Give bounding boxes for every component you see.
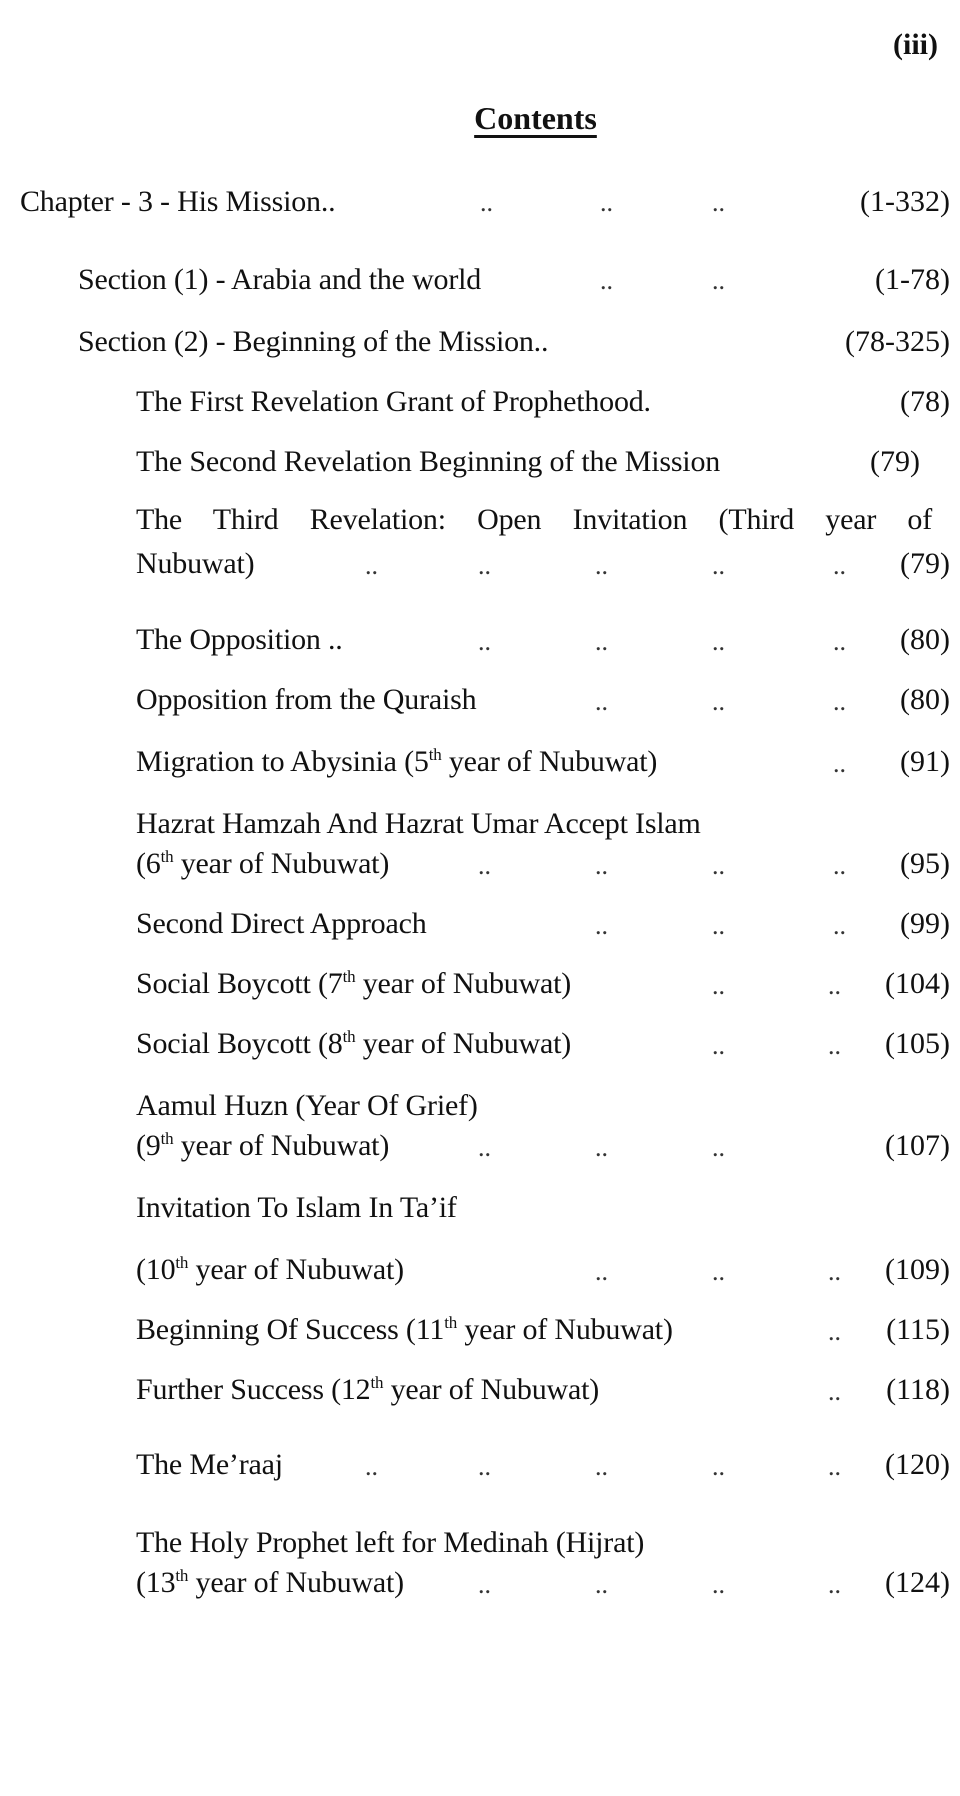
leader-dots: .. [595, 911, 608, 940]
leader-dots: .. [478, 551, 491, 580]
toc-entry-page: (109) [885, 1253, 950, 1286]
leader-dots: .. [478, 627, 491, 656]
leader-dots: .. [712, 1133, 725, 1162]
leader-dots: .. [478, 1133, 491, 1162]
leader-dots: .. [833, 627, 846, 656]
toc-entry-title: The Holy Prophet left for Medinah (Hijrat) [136, 1526, 645, 1559]
toc-entry-page: (91) [900, 745, 950, 778]
leader-dots: .. [828, 1377, 841, 1406]
toc-entry-page: (104) [885, 967, 950, 1000]
toc-entry-title: Hazrat Hamzah And Hazrat Umar Accept Islam [136, 807, 701, 840]
leader-dots: .. [712, 851, 725, 880]
toc-entry-page: (120) [885, 1448, 950, 1481]
leader-dots: .. [712, 1570, 725, 1599]
toc-entry-page: (80) [900, 623, 950, 656]
leader-dots: .. [828, 971, 841, 1000]
toc-entry-page: (124) [885, 1566, 950, 1599]
leader-dots: .. [833, 551, 846, 580]
leader-dots: .. [712, 551, 725, 580]
leader-dots: .. [595, 551, 608, 580]
toc-entry-page: (79) [870, 445, 920, 478]
leader-dots: .. [478, 1570, 491, 1599]
toc-entry-page: (78-325) [845, 325, 950, 358]
leader-dots: .. [712, 911, 725, 940]
toc-entry-title: The Second Revelation Beginning of the Mission [136, 445, 721, 478]
contents-heading: Contents [474, 100, 597, 136]
leader-dots: .. [828, 1257, 841, 1286]
leader-dots: .. [600, 188, 613, 217]
toc-entry-title: Second Direct Approach [136, 907, 427, 940]
leader-dots: .. [595, 1452, 608, 1481]
toc-entry-title-continued: (13th year of Nubuwat) [136, 1566, 404, 1599]
leader-dots: .. [712, 188, 725, 217]
toc-entry-title-continued: Nubuwat) [136, 547, 255, 580]
toc-entry-title: Migration to Abysinia (5th year of Nubuwat) [136, 745, 658, 778]
toc-entry-title-continued: (6th year of Nubuwat) [136, 847, 390, 880]
toc-entry-page: (78) [900, 385, 950, 418]
toc-entry-page: (1-332) [860, 185, 950, 218]
toc-entry-title: Aamul Huzn (Year Of Grief) [136, 1089, 478, 1122]
toc-entry-title: Invitation To Islam In Ta’if [136, 1191, 457, 1224]
toc-entry-page: (80) [900, 683, 950, 716]
toc-entry-title: Further Success (12th year of Nubuwat) [136, 1373, 600, 1406]
toc-entry-page: (99) [900, 907, 950, 940]
toc-entry-title: Section (1) - Arabia and the world [78, 263, 482, 296]
leader-dots: .. [478, 1452, 491, 1481]
leader-dots: .. [595, 851, 608, 880]
toc-entry-title: The Me’raaj [136, 1448, 283, 1481]
leader-dots: .. [365, 551, 378, 580]
leader-dots: .. [478, 851, 491, 880]
leader-dots: .. [595, 1257, 608, 1286]
toc-entry-title: (10th year of Nubuwat) [136, 1253, 404, 1286]
leader-dots: .. [712, 627, 725, 656]
toc-entry-title: Section (2) - Beginning of the Mission.. [78, 325, 549, 358]
toc-entry-title: The Third Revelation: Open Invitation (Third year of [136, 503, 932, 536]
toc-entry-title: Chapter - 3 - His Mission.. [20, 185, 336, 218]
page-number: (iii) [893, 28, 938, 61]
leader-dots: .. [600, 266, 613, 295]
toc-entry-title: Social Boycott (8th year of Nubuwat) [136, 1027, 572, 1060]
toc-entry-page: (105) [885, 1027, 950, 1060]
toc-entry-page: (107) [885, 1129, 950, 1162]
leader-dots: .. [712, 687, 725, 716]
leader-dots: .. [833, 911, 846, 940]
leader-dots: .. [712, 266, 725, 295]
toc-entry-title: Social Boycott (7th year of Nubuwat) [136, 967, 572, 1000]
toc-entry-page: (115) [886, 1313, 950, 1346]
toc-entry-page: (118) [886, 1373, 950, 1406]
toc-entry-title-continued: (9th year of Nubuwat) [136, 1129, 390, 1162]
leader-dots: .. [712, 1031, 725, 1060]
leader-dots: .. [828, 1031, 841, 1060]
toc-entry-page: (95) [900, 847, 950, 880]
leader-dots: .. [712, 1257, 725, 1286]
leader-dots: .. [595, 1133, 608, 1162]
toc-entry-title: Beginning Of Success (11th year of Nubuwat) [136, 1313, 673, 1346]
leader-dots: .. [828, 1317, 841, 1346]
leader-dots: .. [595, 1570, 608, 1599]
leader-dots: .. [833, 749, 846, 778]
leader-dots: .. [712, 1452, 725, 1481]
leader-dots: .. [828, 1452, 841, 1481]
leader-dots: .. [595, 627, 608, 656]
toc-entry-title: Opposition from the Quraish [136, 683, 477, 716]
toc-entry-title: The Opposition .. [136, 623, 343, 656]
leader-dots: .. [365, 1452, 378, 1481]
toc-entry-title: The First Revelation Grant of Prophethood. [136, 385, 651, 418]
leader-dots: .. [833, 851, 846, 880]
toc-entry-page: (79) [900, 547, 950, 580]
leader-dots: .. [712, 971, 725, 1000]
leader-dots: .. [833, 687, 846, 716]
leader-dots: .. [828, 1570, 841, 1599]
leader-dots: .. [480, 188, 493, 217]
leader-dots: .. [595, 687, 608, 716]
toc-entry-page: (1-78) [875, 263, 950, 296]
